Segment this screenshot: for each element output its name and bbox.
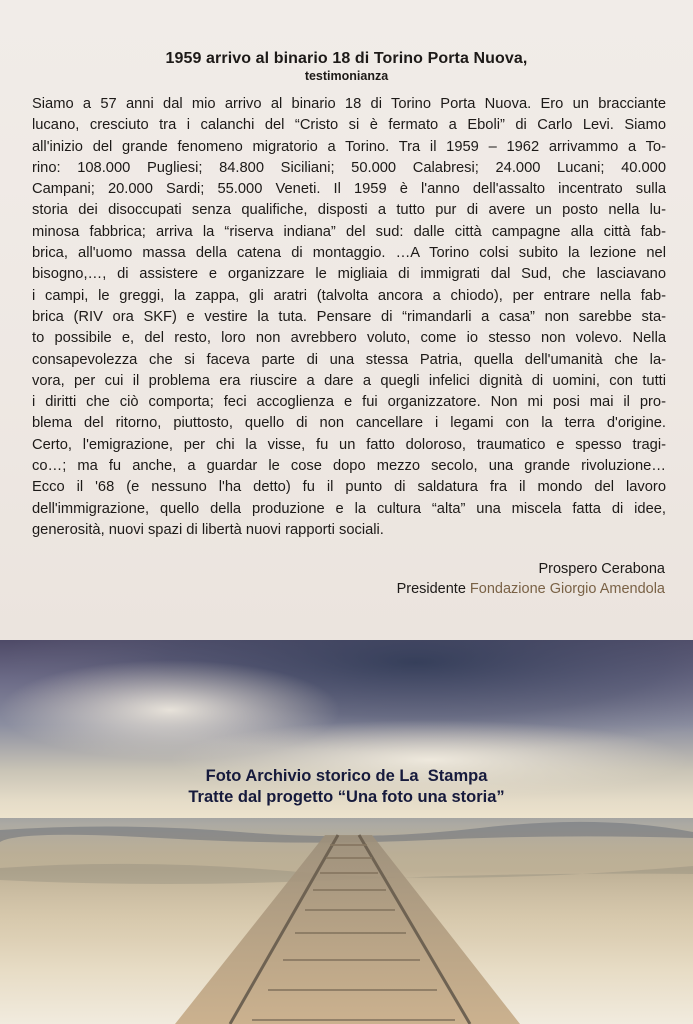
text-line: i campi, le greggi, la zappa, gli aratri (talvolta ancora a chiodo), per entrare nella fab- bbox=[32, 287, 666, 304]
signature-title bbox=[397, 579, 665, 599]
testimony-text bbox=[32, 94, 666, 541]
text-line: brica (RIV ora SKF) e vestire la tuta. Pensare di “rimandarli a casa” non sarebbe sta- bbox=[32, 308, 666, 325]
text-line: storia dei disoccupati senza qualifiche, disposti a tutto pur di avere un posto nella lu- bbox=[32, 202, 666, 219]
text-line: co…; ma fu anche, a guardar le cose dopo mezzo secolo, una grande rivoluzione… bbox=[32, 458, 666, 475]
text-line: all'inizio del grande fenomeno migratorio a Torino. Tra il 1959 – 1962 arrivammo a To- bbox=[32, 138, 666, 155]
text-line-last: generosità, nuovi spazi di libertà nuovi rapporti sociali. bbox=[32, 521, 384, 538]
text-line: vora, per cui il problema era riuscire a dare a quegli infelici dignità di uomini, con tutti bbox=[32, 372, 666, 389]
text-line: dell'immigrazione, quello della produzione e la cultura “alta” una miscela fatta di idee, bbox=[32, 500, 666, 517]
page-title: 1959 arrivo al binario 18 di Torino Porta Nuova, bbox=[165, 50, 528, 67]
signature-role: Presidente bbox=[396, 581, 466, 597]
text-line: Ecco il '68 (e nessuno l'ha detto) fu il punto di saldatura fra il mondo del lavoro bbox=[32, 479, 666, 496]
text-line: i diritti che ciò comporta; feci accoglienza e fui organizzatore. Non mi posi mai il pro- bbox=[32, 394, 666, 411]
text-line: minosa fabbrica; arriva la “riserva indiana” del sud: dalle città campagne alla città fab- bbox=[32, 223, 666, 240]
text-line: blema del ritorno, piuttosto, quello di non cancellare i legami con la terra d'origine. bbox=[32, 415, 666, 432]
text-line: to possibile e, del resto, loro non avrebbero voluto, come io stesso non volevo. Nella bbox=[32, 330, 666, 347]
text-line: rino: 108.000 Pugliesi; 84.800 Siciliani; 50.000 Calabresi; 24.000 Lucani; 40.000 bbox=[32, 159, 666, 176]
signature-organization: Fondazione Giorgio Amendola bbox=[469, 581, 665, 597]
photo-illustration bbox=[0, 640, 693, 1024]
caption-line-2: Tratte dal progetto “Una foto una storia” bbox=[188, 788, 505, 806]
page-subtitle: testimonianza bbox=[304, 69, 389, 83]
text-line: brica, all'uomo massa della catena di montaggio. …A Torino colsi subito la lezione nel bbox=[32, 245, 666, 262]
signature-block bbox=[397, 559, 665, 599]
text-line: consapevolezza che si faceva parte di una stessa Patria, quella dell'umanità che la- bbox=[32, 351, 666, 368]
caption-line-1: Foto Archivio storico de La Stampa bbox=[205, 767, 488, 785]
text-line: lucano, cresciuto tra i calanchi del “Cristo si è fermato a Eboli” di Carlo Levi. Siamo bbox=[32, 117, 666, 134]
text-line: Campani; 20.000 Sardi; 55.000 Veneti. Il 1959 è l'anno dell'assalto incentrato sulla bbox=[32, 181, 666, 198]
text-line: bisogno,…, di assistere e organizzare le migliaia di immigrati dal Sud, che lasciavano bbox=[32, 266, 666, 283]
signature-name: Prospero Cerabona bbox=[538, 561, 665, 577]
text-line: Certo, l'emigrazione, per chi la visse, fu un fatto doloroso, traumatico e spesso tragi- bbox=[32, 436, 666, 453]
photo-caption bbox=[0, 766, 693, 808]
railway-sea-photo bbox=[0, 640, 693, 1024]
text-line: Siamo a 57 anni dal mio arrivo al binario 18 di Torino Porta Nuova. Ero un bracciante bbox=[32, 96, 666, 112]
